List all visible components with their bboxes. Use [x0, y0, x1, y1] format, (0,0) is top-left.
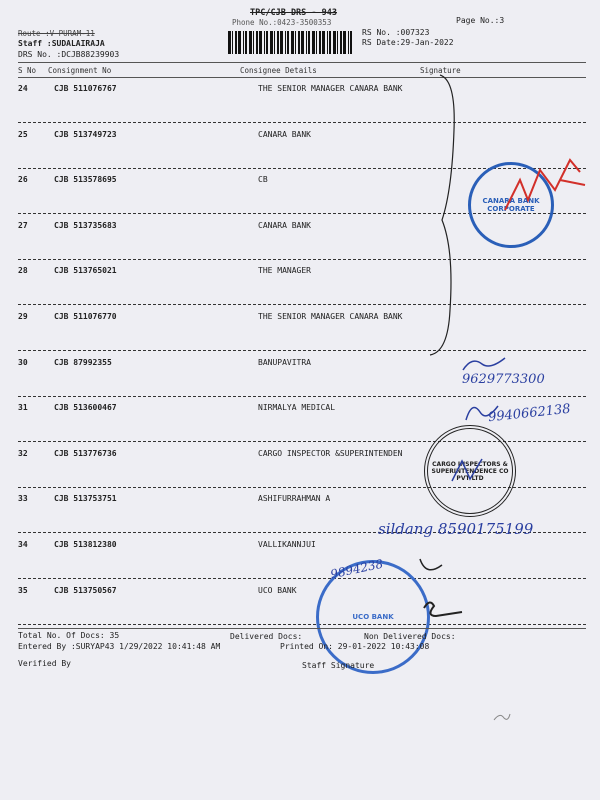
row-consignee-name: UCO BANK [258, 586, 297, 595]
uco-stamp-text: UCO BANK [352, 613, 394, 621]
row-consignment-number: CJB 513812380 [54, 540, 117, 549]
row-consignee-name: CARGO INSPECTOR &SUPERINTENDEN [258, 449, 403, 458]
handwritten-phone-30: 9629773300 [462, 372, 545, 387]
signature-35-icon [420, 596, 466, 620]
non-delivered-docs: Non Delivered Docs: [364, 632, 456, 641]
row-divider [18, 396, 586, 397]
entered-by: Entered By :SURYAP43 1/29/2022 10:41:48 AM [18, 642, 221, 651]
row-serial-number: 31 [18, 403, 28, 412]
page-number: Page No.:3 [456, 16, 505, 25]
col-header-sno: S No [18, 66, 37, 75]
cargo-stamp-text: CARGO INSPECTORS & SUPERINTENDENCE CO PVT LTD [431, 460, 509, 482]
row-consignee-name: VALLIKANNJUI [258, 540, 316, 549]
row-consignment-number: CJB 513765021 [54, 266, 117, 275]
row-consignee-name: NIRMALYA MEDICAL [258, 403, 336, 412]
col-header-consignment: Consignment No [48, 66, 112, 75]
phone-number: Phone No.:0423-3500353 [232, 18, 332, 27]
row-consignee-name: CANARA BANK [258, 130, 311, 139]
row-serial-number: 29 [18, 312, 28, 321]
row-consignment-number: CJB 513735683 [54, 221, 117, 230]
header-divider-bottom [18, 77, 586, 78]
col-header-consignee: Consignee Details [240, 66, 317, 75]
row-divider [18, 304, 586, 305]
signature-34-icon [416, 555, 446, 580]
handwritten-phone-31: 9940662138 [487, 401, 572, 426]
scribble-mark-icon [492, 710, 512, 724]
row-serial-number: 24 [18, 84, 28, 93]
row-consignee-name: THE SENIOR MANAGER CANARA BANK [258, 84, 403, 93]
handwritten-phone-35: 9894238 [329, 556, 385, 582]
row-consignment-number: CJB 513600467 [54, 403, 117, 412]
canara-stamp-text: CANARA BANK CORPORATE [482, 197, 540, 213]
rs-number: RS No. :007323 [362, 28, 430, 37]
row-serial-number: 30 [18, 358, 28, 367]
row-consignee-name: BANUPAVITRA [258, 358, 311, 367]
row-serial-number: 32 [18, 449, 28, 458]
row-consignee-name: CANARA BANK [258, 221, 311, 230]
row-serial-number: 35 [18, 586, 28, 595]
rs-date: RS Date:29-Jan-2022 [362, 38, 454, 47]
row-divider [18, 259, 586, 260]
row-divider [18, 624, 586, 625]
handwritten-note-34: sildang 8590175199 [378, 520, 534, 538]
row-serial-number: 33 [18, 494, 28, 503]
footer-divider [18, 628, 586, 629]
row-divider [18, 122, 586, 123]
document-title: TPC/CJB DRS - 943 [250, 8, 337, 18]
row-consignment-number: CJB 513750567 [54, 586, 117, 595]
drs-number: DRS No. :DCJB88239903 [18, 50, 120, 59]
bracket-mark-icon [420, 70, 460, 360]
row-consignment-number: CJB 87992355 [54, 358, 112, 367]
row-consignment-number: CJB 511076770 [54, 312, 117, 321]
row-consignment-number: CJB 513749723 [54, 130, 117, 139]
row-consignment-number: CJB 513753751 [54, 494, 117, 503]
signature-30-icon [460, 352, 510, 374]
row-consignee-name: THE MANAGER [258, 266, 311, 275]
printed-on: Printed On: 29-01-2022 10:43:08 [280, 642, 430, 651]
barcode-icon [228, 31, 354, 54]
row-consignee-name: CB [258, 175, 268, 184]
row-divider [18, 578, 586, 579]
row-serial-number: 25 [18, 130, 28, 139]
row-divider [18, 350, 586, 351]
row-consignee-name: THE SENIOR MANAGER CANARA BANK [258, 312, 403, 321]
route-label: Route :V PURAM-11 [18, 29, 95, 38]
row-serial-number: 28 [18, 266, 28, 275]
row-consignment-number: CJB 513776736 [54, 449, 117, 458]
staff-label: Staff :SUDALAIRAJA [18, 39, 105, 48]
row-serial-number: 27 [18, 221, 28, 230]
row-serial-number: 26 [18, 175, 28, 184]
total-docs: Total No. Of Docs: 35 [18, 631, 120, 640]
signature-32-icon [448, 455, 488, 485]
row-consignment-number: CJB 513578695 [54, 175, 117, 184]
red-signature-icon [500, 150, 590, 220]
row-consignment-number: CJB 511076767 [54, 84, 117, 93]
row-consignee-name: ASHIFURRAHMAN A [258, 494, 331, 503]
col-header-signature: Signature [420, 66, 461, 75]
header-divider-top [18, 62, 586, 63]
delivered-docs: Delivered Docs: [230, 632, 303, 641]
row-serial-number: 34 [18, 540, 28, 549]
staff-signature-label: Staff Signature [302, 661, 375, 670]
verified-by-label: Verified By [18, 659, 71, 668]
